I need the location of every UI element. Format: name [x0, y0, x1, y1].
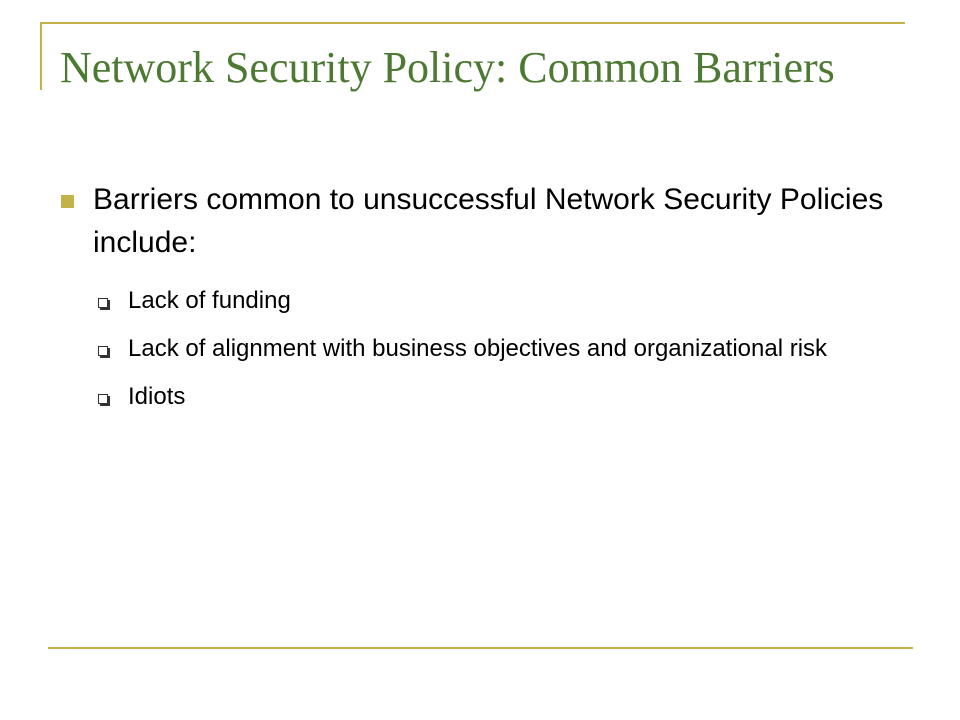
bottom-rule: [48, 647, 913, 649]
sub-bullet-text: Lack of funding: [128, 287, 291, 314]
hollow-square-bullet-icon: [98, 298, 108, 308]
sub-bullet-text: Idiots: [128, 383, 186, 410]
sub-bullet-item: [93, 380, 900, 414]
slide-title: Network Security Policy: Common Barriers: [60, 43, 835, 92]
left-rule: [40, 22, 42, 90]
bullet-list: [60, 178, 900, 428]
square-bullet-icon: [61, 195, 74, 208]
hollow-square-bullet-icon: [98, 346, 108, 356]
sub-bullet-list: [93, 284, 900, 414]
sub-bullet-item: [93, 284, 900, 318]
bullet-item: [60, 178, 900, 414]
sub-bullet-item: [93, 332, 900, 366]
sub-bullet-text: Lack of alignment with business objectives and organizational risk: [128, 335, 828, 362]
bullet-text: Barriers common to unsuccessful Network Security Policies include:: [93, 183, 884, 259]
hollow-square-bullet-icon: [98, 394, 108, 404]
top-rule: [40, 22, 905, 24]
